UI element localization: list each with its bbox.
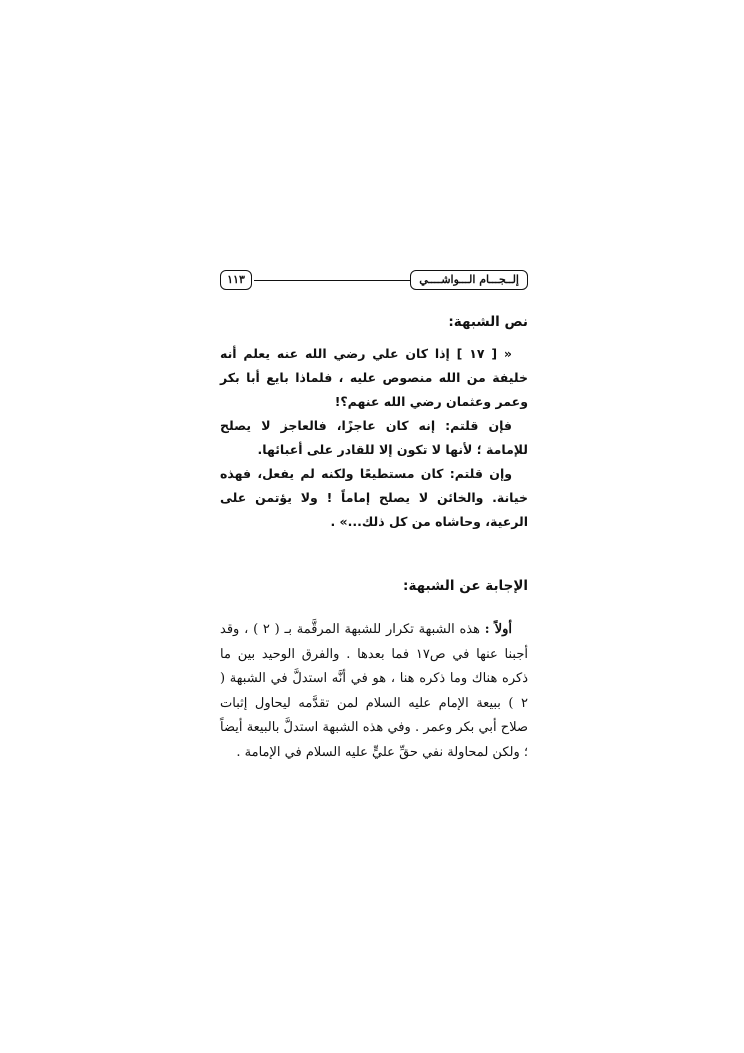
section-heading-claim: نص الشبهة: bbox=[448, 314, 528, 330]
page-body bbox=[220, 270, 528, 765]
quote-paragraph-1: « [ ١٧ ] إذا كان علي رضي الله عنه يعلم أنه خليفة من الله منصوص عليه ، فلماذا بايع أبا بكر وعمر وعثمان رضي الله عنهم؟! bbox=[220, 346, 528, 409]
answer-text bbox=[220, 618, 528, 765]
answer-lead: أولاً : bbox=[484, 622, 513, 637]
section-heading-answer: الإجابة عن الشبهة: bbox=[403, 578, 528, 594]
running-title: إلــجـــام الـــواشــــي bbox=[410, 270, 528, 290]
answer-paragraph bbox=[220, 618, 528, 765]
answer-body: هذه الشبهة تكرار للشبهة المرقَّمة بـ ( ٢ ) ، وقد أجبنا عنها في ص١٧ فما بعدها . والفرق الوحيد بين ما ذكره هناك وما ذكره هنا ، هو في أنَّه استدلَّ في الشبهة ( ٢ ) ببيعة الإمام عليه السلام لمن تقدَّمه ليحاول إثبات صلاح أبي بكر وعمر . وفي هذه الشبهة استدلَّ بالبيعة أيضاً ؛ ولكن لمحاولة نفي حقِّ عليٍّ عليه السلام في الإمامة . bbox=[220, 622, 528, 760]
page-number: ١١٣ bbox=[220, 270, 252, 290]
running-header bbox=[220, 270, 528, 292]
quote-paragraph-2: فإن قلتم: إنه كان عاجزًا، فالعاجز لا يصلح للإمامة ؛ لأنها لا تكون إلا للقادر على أعبائها. bbox=[220, 418, 528, 457]
quote-paragraph-3: وإن قلتم: كان مستطيعًا ولكنه لم يفعل، فهذه خيانة. والخائن لا يصلح إماماً ! ولا يؤتمن على الرعية، وحاشاه من كل ذلك...» . bbox=[220, 466, 528, 529]
quoted-claim bbox=[220, 342, 528, 534]
header-rule bbox=[254, 280, 428, 281]
